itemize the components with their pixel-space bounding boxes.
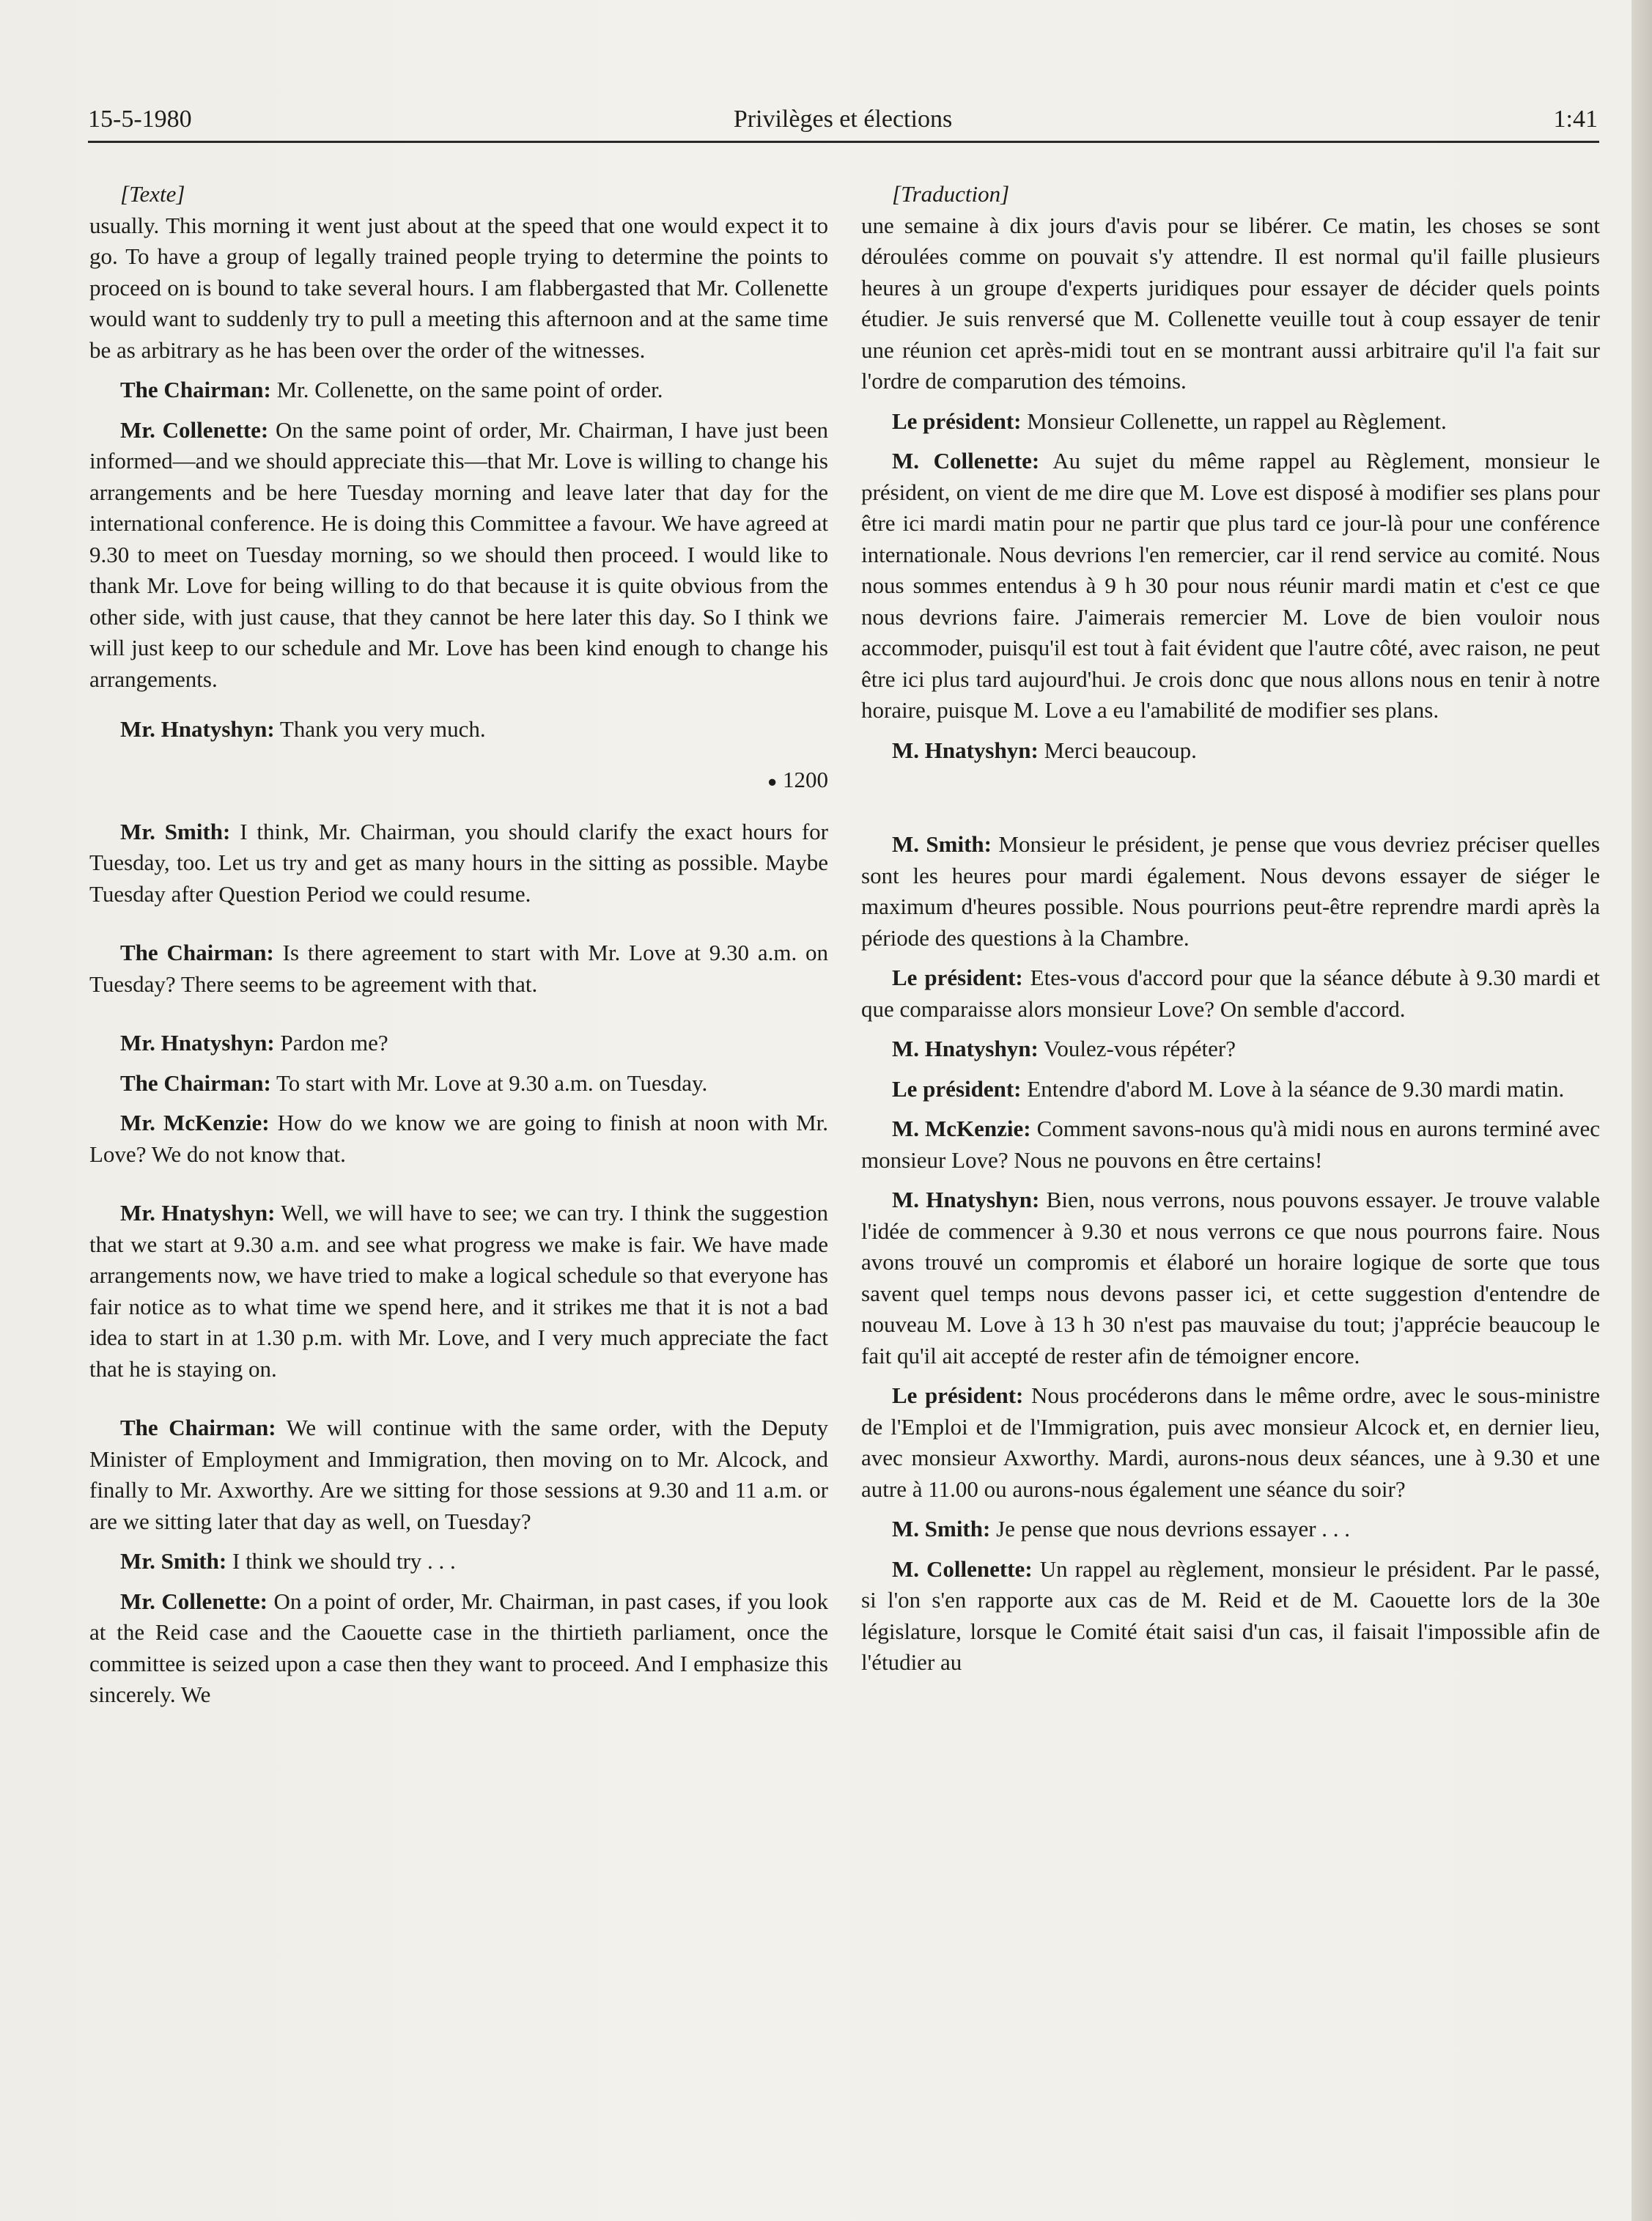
paragraph-text: usually. This morning it went just about at the speed that one would expect it to go. To have a group of legally trained people trying to determine the points to proceed on is bound to take several hours. I am flabbergasted that Mr. Collenette would want to suddenly try to pull a meeting this afternoon and at the same time be as arbitrary as he has been over the order of the witnesses. [89,212,828,363]
paragraph-text: Comment savons-nous qu'à midi nous en aurons terminé avec monsieur Love? Nous ne pouvons en être certains! [861,1116,1600,1173]
paragraph [861,1380,1600,1505]
speaker-label: The Chairman: [120,1069,271,1096]
speaker-label: Le président: [892,408,1022,434]
speaker-label: M. Collenette: [892,448,1040,474]
paragraph-text: Entendre d'abord M. Love à la séance de 9.30 mardi matin. [1027,1075,1565,1102]
speaker-label: M. McKenzie: [892,1116,1031,1141]
paragraph [861,1514,1600,1545]
paragraph [89,210,828,367]
paragraph-text: I think we should try . . . [232,1548,456,1574]
paragraph-text: Pardon me? [280,1030,388,1056]
paragraph-text: Un rappel au règlement, monsieur le président. Par le passé, si l'on s'en rapporte aux cas de M. Reid et de M. Caouette lors de la 30e législature, lorsque le Comité était saisi d'un cas, il faisait l'impossible afin de l'étudier au [861,1555,1601,1675]
speaker-label: M. Hnatyshyn: [892,1187,1040,1212]
header-title: Privilèges et élections [733,106,953,133]
speaker-label: Mr. Collenette: [120,1588,268,1614]
paragraph-text: Well, we will have to see; we can try. I think the suggestion that we start at 9.30 a.m. and see what progress we make is fair. We have made arrangements now, we have tried to make a logical schedule so that everyone has fair notice as to what time we spend here, and it strikes me that it is not a bad idea to start in at 1.30 p.m. with Mr. Love, and I very much appreciate the fact that he is staying on. [89,1200,828,1382]
speaker-label: Mr. Hnatyshyn: [120,1200,276,1226]
time-marker [89,765,828,798]
paragraph [861,735,1600,767]
paragraph [861,829,1600,954]
paragraph-text: Au sujet du même rappel au Règlement, monsieur le président, on vient de me dire que M. Love est disposé à modifier ses plans pour être ici mardi matin pour ne partir que plus tard ce jour-là pour une conférence internationale. Nous devrions l'en remercier, car il rend service au comité. Nous nous sommes entendus à 9 h 30 pour nous réunir mardi matin et c'est ce que nous devrions faire. J'aimerais remercier M. Love de bien vouloir nous accommoder, puisqu'il est tout à fait évident que l'autre côté, avec raison, ne peut être ici plus tard aujourd'hui. Je crois donc que nous allons nous en tenir à notre horaire, puisque M. Love a eu l'amabilité de modifier ses plans. [861,448,1600,723]
header-date: 15-5-1980 [88,106,192,133]
speaker-label: Le président: [892,1382,1024,1408]
paragraph [861,1554,1600,1679]
paragraph-text: We will continue with the same order, with the Deputy Minister of Employment and Immigration, then moving on to Mr. Alcock, and finally to Mr. Axworthy. Are we sitting for those sessions at 9.30 and 11 a.m. or are we sitting later that day as well, on Tuesday? [89,1415,828,1534]
speaker-label: Mr. Hnatyshyn: [120,716,275,742]
paragraph [89,375,828,406]
header-rule [88,141,1599,143]
paragraph-text: Nous procéderons dans le même ordre, avec le sous-ministre de l'Emploi et de l'Immigration, puis avec monsieur Alcock et, en dernier lieu, avec monsieur Axworthy. Mardi, aurons-nous deux séances, une à 9.30 et une autre à 11.00 ou aurons-nous également une séance du soir? [861,1382,1601,1502]
paragraph-text: Etes-vous d'accord pour que la séance débute à 9.30 mardi et que comparaisse alors monsieur Love? On semble d'accord. [861,965,1600,1022]
paragraph [861,962,1600,1025]
speaker-label: The Chairman: [120,940,274,966]
paragraph [89,415,828,696]
page-edge-shadow [1631,0,1652,2221]
paragraph [89,1068,828,1100]
paragraph [861,1113,1600,1176]
speaker-label: M. Smith: [892,1516,991,1542]
paragraph [89,1586,828,1711]
speaker-label: M. Collenette: [892,1555,1033,1582]
speaker-label: The Chairman: [120,377,271,402]
speaker-label: Mr. Hnatyshyn: [120,1030,275,1056]
paragraph-text: Thank you very much. [279,716,486,742]
speaker-label: The Chairman: [120,1415,276,1441]
paragraph [861,1034,1600,1065]
speaker-label: M. Smith: [892,831,992,857]
paragraph [89,938,828,1000]
paragraph [89,1108,828,1170]
left-column-english [89,179,828,1711]
paragraph-text: Bien, nous verrons, nous pouvons essayer. Je trouve valable l'idée de commencer à 9.30 et nous verrons ce que nous pourrons faire. Nous avons trouvé un compromis et élaboré un horaire logique de sorte que tous savent quel temps nous devons passer ici, et cette suggestion d'entendre de nouveau M. Love à 13 h 30 n'est pas mauvaise du tout; j'apprécie beaucoup le fait qu'il ait accepté de rester afin de témoigner encore. [861,1187,1600,1369]
paragraph [861,446,1600,726]
paragraph-text: Merci beaucoup. [1044,737,1197,763]
bullet-icon: ● [767,772,778,791]
paragraph-text: To start with Mr. Love at 9.30 a.m. on Tuesday. [276,1069,708,1096]
page-header [88,101,1598,138]
paragraph [89,817,828,910]
paragraph [89,1412,828,1537]
speaker-label: Mr. McKenzie: [120,1110,270,1136]
paragraph [861,1185,1600,1371]
speaker-label: M. Hnatyshyn: [892,1036,1039,1061]
right-column-french [861,179,1600,1679]
paragraph-text: On a point of order, Mr. Chairman, in past cases, if you look at the Reid case and the Caouette case in the thirtieth parliament, once the committee is seized upon a case then they want to proceed. And I emphasize this sincerely. We [89,1588,829,1708]
speaker-label: M. Hnatyshyn: [892,737,1039,763]
paragraph-text: On the same point of order, Mr. Chairman, I have just been informed—and we should appreciate this—that Mr. Love is willing to change his arrangements and be here Tuesday morning and leave later that day for the international conference. He is doing this Committee a favour. We have agreed at 9.30 to meet on Tuesday morning, so we should then proceed. I would like to thank Mr. Love for being willing to do that because it is quite obvious from the other side, with just cause, that they cannot be here later this day. So I think we will just keep to our schedule and Mr. Love has been kind enough to change his arrangements. [89,416,829,692]
paragraph-text: Monsieur Collenette, un rappel au Règlement. [1027,408,1447,434]
paragraph-text: une semaine à dix jours d'avis pour se libérer. Ce matin, les choses se sont déroulées comme on pouvait s'y attendre. Il est normal qu'il faille plusieurs heures à un groupe d'experts juridiques pour essayer de décider quels points étudier. Je suis renversé que M. Collenette veuille tout à coup essayer de tenir une réunion cet après-midi tout en se montrant aussi arbitraire qu'il l'a fait sur l'ordre de comparution des témoins. [861,212,1600,394]
paragraph-text: Is there agreement to start with Mr. Love at 9.30 a.m. on Tuesday? There seems to be agreement with that. [89,940,828,997]
speaker-label: Mr. Collenette: [120,416,269,443]
paragraph [89,1028,828,1059]
paragraph [89,714,828,745]
paragraph [861,406,1600,438]
paragraph-text: I think, Mr. Chairman, you should clarify the exact hours for Tuesday, too. Let us try and get as many hours in the sitting as possible. Maybe Tuesday after Question Period we could resume. [89,818,828,907]
speaker-label: Mr. Smith: [120,1548,227,1574]
paragraph [861,1074,1600,1105]
paragraph-text: How do we know we are going to finish at noon with Mr. Love? We do not know that. [89,1110,828,1167]
paragraph [89,1198,828,1385]
speaker-label: Mr. Smith: [120,818,231,844]
paragraph-text: Voulez-vous répéter? [1044,1036,1236,1061]
header-page-number: 1:41 [1553,106,1598,133]
paragraph [89,1546,828,1577]
language-tag: [Traduction] [892,181,1010,207]
paragraph-text: Monsieur le président, je pense que vous devriez préciser quelles sont les heures pour mardi également. Nous devons essayer de siéger le maximum d'heures possible. Nous pourrions peut-être reprendre mardi après la période des questions à la Chambre. [861,831,1600,951]
paragraph-text: Je pense que nous devrions essayer . . . [996,1516,1351,1542]
time-marker-value: 1200 [783,766,828,792]
speaker-label: Le président: [892,965,1023,990]
language-tag: [Texte] [120,181,185,207]
paragraph [861,210,1600,397]
speaker-label: Le président: [892,1075,1022,1102]
paragraph-text: Mr. Collenette, on the same point of order. [276,377,663,402]
